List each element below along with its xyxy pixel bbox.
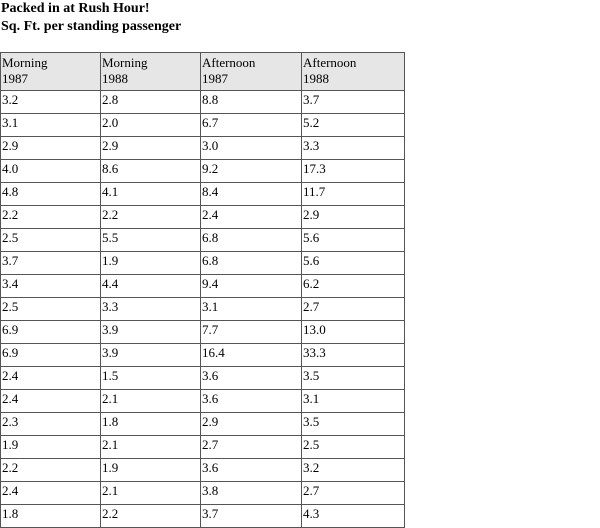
table-cell: 2.2 — [101, 206, 201, 229]
table-cell: 2.4 — [201, 206, 302, 229]
table-cell: 3.5 — [302, 367, 405, 390]
table-cell: 2.2 — [1, 206, 101, 229]
table-row — [1, 505, 405, 528]
table-cell: 3.0 — [201, 137, 302, 160]
table-cell: 2.5 — [1, 298, 101, 321]
table-cell: 6.8 — [201, 229, 302, 252]
table-cell: 6.7 — [201, 114, 302, 137]
table-row — [1, 183, 405, 206]
table-row — [1, 114, 405, 137]
table-row — [1, 367, 405, 390]
page-title: Packed in at Rush Hour! — [1, 1, 150, 16]
table-cell: 1.5 — [101, 367, 201, 390]
table-row — [1, 459, 405, 482]
column-header — [201, 53, 302, 91]
column-header-line: 1988 — [102, 71, 128, 86]
table-cell: 2.7 — [201, 436, 302, 459]
table-cell: 2.0 — [101, 114, 201, 137]
table-cell: 3.6 — [201, 367, 302, 390]
table-cell: 8.6 — [101, 160, 201, 183]
table-row — [1, 413, 405, 436]
table-cell: 5.6 — [302, 229, 405, 252]
table-cell: 9.2 — [201, 160, 302, 183]
table-cell: 3.7 — [201, 505, 302, 528]
table-cell: 1.8 — [1, 505, 101, 528]
table-cell: 6.2 — [302, 275, 405, 298]
table-cell: 5.2 — [302, 114, 405, 137]
table-cell: 13.0 — [302, 321, 405, 344]
table-row — [1, 344, 405, 367]
table-row — [1, 206, 405, 229]
table-cell: 2.8 — [101, 91, 201, 114]
table-row — [1, 321, 405, 344]
table-cell: 4.1 — [101, 183, 201, 206]
table-cell: 2.5 — [302, 436, 405, 459]
table-cell: 2.1 — [101, 436, 201, 459]
table-cell: 2.5 — [1, 229, 101, 252]
table-cell: 4.0 — [1, 160, 101, 183]
table-cell: 3.7 — [1, 252, 101, 275]
table-cell: 1.9 — [1, 436, 101, 459]
table-cell: 2.9 — [201, 413, 302, 436]
column-header — [1, 53, 101, 91]
table-cell: 3.8 — [201, 482, 302, 505]
table-cell: 2.9 — [101, 137, 201, 160]
table-cell: 3.9 — [101, 321, 201, 344]
table-body — [1, 91, 405, 528]
table-cell: 9.4 — [201, 275, 302, 298]
table-cell: 3.6 — [201, 390, 302, 413]
table-cell: 1.8 — [101, 413, 201, 436]
column-header-line: Morning — [102, 55, 148, 70]
table-cell: 3.2 — [302, 459, 405, 482]
table-row — [1, 91, 405, 114]
table-cell: 6.8 — [201, 252, 302, 275]
column-header-line: Afternoon — [303, 55, 357, 70]
table-cell: 4.4 — [101, 275, 201, 298]
table-cell: 17.3 — [302, 160, 405, 183]
table-row — [1, 229, 405, 252]
table-cell: 6.9 — [1, 321, 101, 344]
column-header — [302, 53, 405, 91]
table-cell: 3.5 — [302, 413, 405, 436]
table-cell: 2.7 — [302, 482, 405, 505]
table-header-row — [1, 53, 405, 91]
table-cell: 11.7 — [302, 183, 405, 206]
table-cell: 2.4 — [1, 390, 101, 413]
title-block — [1, 0, 181, 36]
table-row — [1, 482, 405, 505]
column-header-line: 1987 — [202, 71, 228, 86]
table-cell: 3.2 — [1, 91, 101, 114]
table-row — [1, 160, 405, 183]
table-cell: 8.4 — [201, 183, 302, 206]
table-cell: 3.4 — [1, 275, 101, 298]
table-cell: 16.4 — [201, 344, 302, 367]
table-cell: 5.6 — [302, 252, 405, 275]
table-row — [1, 275, 405, 298]
table-cell: 2.2 — [1, 459, 101, 482]
table-row — [1, 252, 405, 275]
table-cell: 2.3 — [1, 413, 101, 436]
column-header-line: Morning — [2, 55, 48, 70]
table-cell: 33.3 — [302, 344, 405, 367]
table-cell: 1.9 — [101, 252, 201, 275]
column-header — [101, 53, 201, 91]
table-cell: 7.7 — [201, 321, 302, 344]
table-cell: 2.4 — [1, 482, 101, 505]
column-header-line: Afternoon — [202, 55, 256, 70]
table-cell: 2.9 — [302, 206, 405, 229]
table-cell: 1.9 — [101, 459, 201, 482]
table-cell: 2.1 — [101, 482, 201, 505]
table-cell: 3.7 — [302, 91, 405, 114]
table-cell: 2.1 — [101, 390, 201, 413]
table-cell: 5.5 — [101, 229, 201, 252]
table-row — [1, 298, 405, 321]
table-cell: 2.7 — [302, 298, 405, 321]
page-subtitle: Sq. Ft. per standing passenger — [1, 19, 182, 34]
table-cell: 3.9 — [101, 344, 201, 367]
table-row — [1, 390, 405, 413]
column-header-line: 1988 — [303, 71, 329, 86]
table-cell: 2.9 — [1, 137, 101, 160]
table-cell: 3.1 — [302, 390, 405, 413]
table-row — [1, 436, 405, 459]
table-cell: 4.3 — [302, 505, 405, 528]
table-cell: 4.8 — [1, 183, 101, 206]
table-cell: 6.9 — [1, 344, 101, 367]
table-cell: 3.3 — [101, 298, 201, 321]
table-cell: 3.1 — [1, 114, 101, 137]
table-cell: 3.1 — [201, 298, 302, 321]
table-cell: 3.6 — [201, 459, 302, 482]
table-cell: 3.3 — [302, 137, 405, 160]
table-row — [1, 137, 405, 160]
table-cell: 8.8 — [201, 91, 302, 114]
table-cell: 2.4 — [1, 367, 101, 390]
table-cell: 2.2 — [101, 505, 201, 528]
column-header-line: 1987 — [2, 71, 28, 86]
